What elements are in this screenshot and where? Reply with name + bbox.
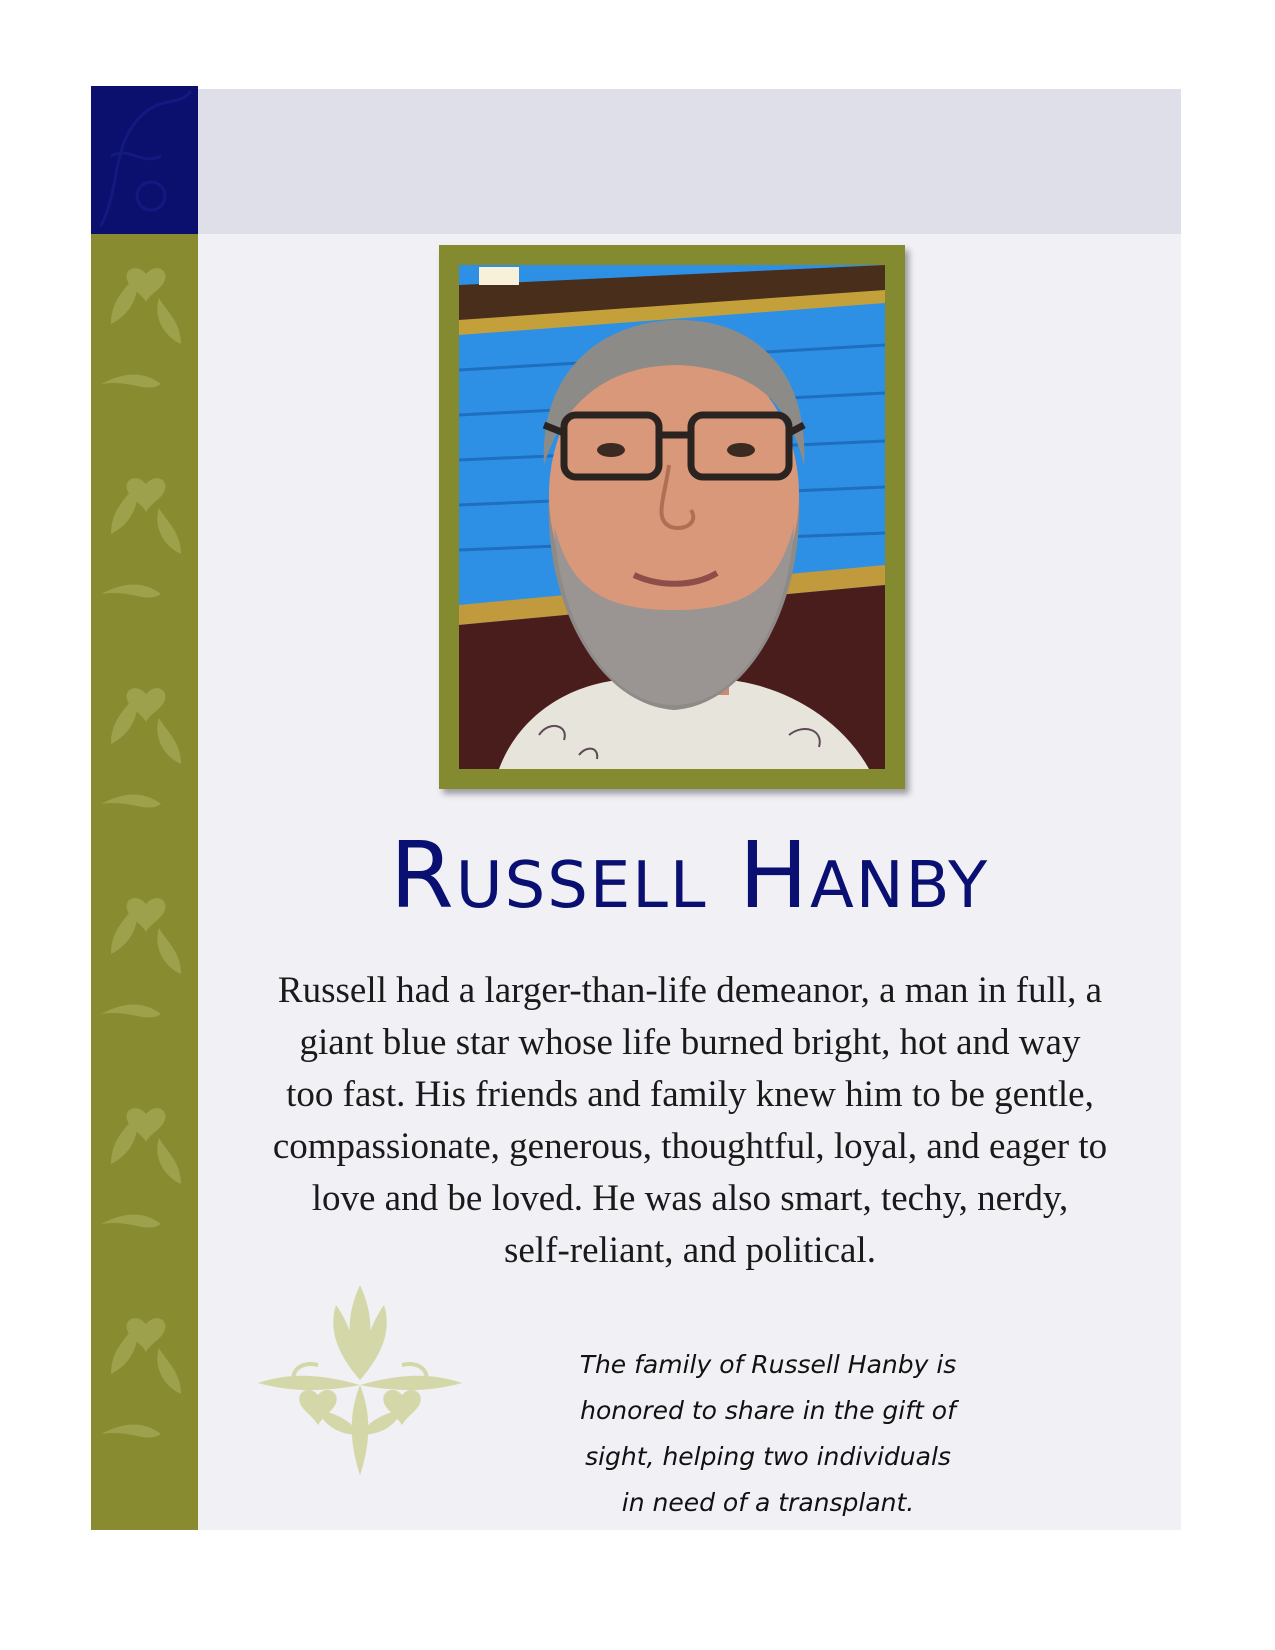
floral-flourish-icon [258,1285,462,1475]
biography-paragraph: Russell had a larger-than-life demeanor, a man in full, a giant blue star whose life burned bright, hot and way too fast. His friends and family knew him to be gentle, compassionate, generous, thoughtful, loyal, and eager to love and be loved. He was also smart, techy, nerdy, self-reliant, and political. [272,970,1108,1271]
header-band [198,89,1181,234]
person-name-heading: Russell Hanby [389,822,990,929]
donation-tribute-text: The family of Russell Hanby is honored to share in the gift of sight, helping two individuals in need of a transplant. [579,1350,957,1517]
portrait-photo [459,265,885,769]
navy-pattern-icon [91,86,198,234]
portrait-frame [439,245,905,789]
portrait-photo-icon [459,265,885,769]
leaf-pattern-icon [91,234,198,1530]
navy-corner-block [91,86,198,234]
olive-side-strip [91,234,198,1530]
